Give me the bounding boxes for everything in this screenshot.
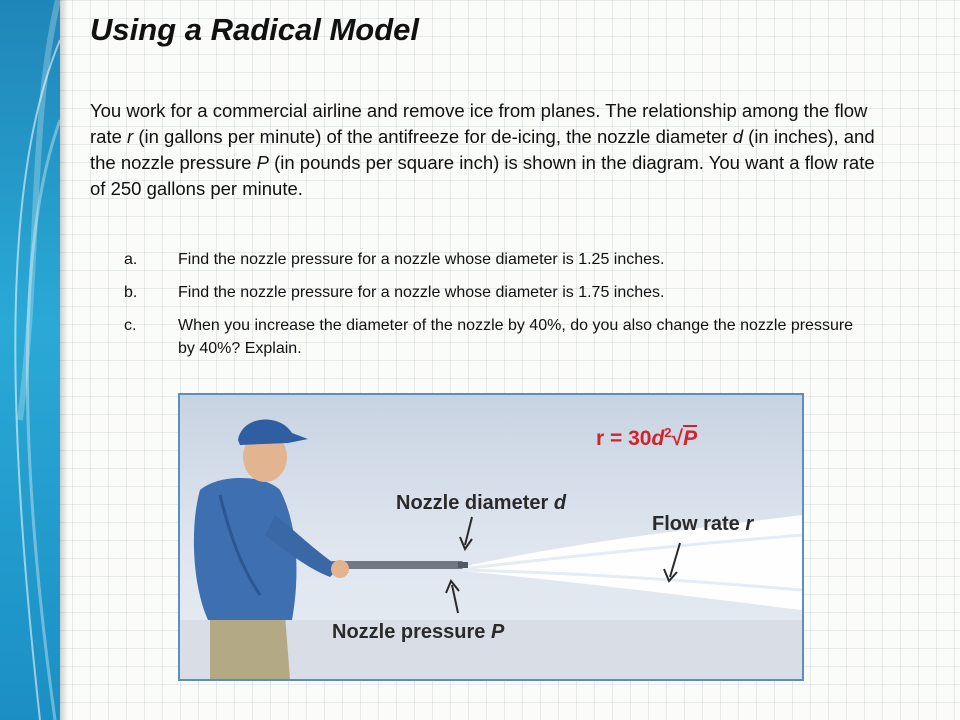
intro-paragraph [90,98,880,202]
nozzle-pressure-label [332,621,504,644]
square-root-icon: √ [671,427,684,450]
band-swoosh-decoration [0,0,60,720]
slide-title: Using a Radical Model [90,12,420,47]
diameter-label-text: Nozzle diameter [396,492,554,514]
deicing-diagram [178,393,804,681]
intro-var-d: d [732,126,744,147]
intro-text-1: You work for a commercial airline and remove ice from planes. The relationship among the flow rate [90,100,868,147]
question-text: Find the nozzle pressure for a nozzle whose diameter is 1.25 inches. [178,251,665,268]
flow-label-var: r [745,513,754,535]
nozzle-diameter-label [396,492,566,515]
left-decorative-band [0,0,60,720]
question-item-a [124,248,864,271]
band-shadow [60,0,68,720]
formula-var-d: d [651,427,665,450]
flow-label-text: Flow rate [652,513,746,535]
intro-var-r: r [127,126,134,147]
flow-rate-formula [596,425,697,451]
formula-lhs: r = 30 [596,427,652,450]
flow-rate-label [652,513,753,536]
intro-var-P: P [256,152,269,173]
pressure-label-var: P [490,621,505,643]
question-list [124,248,864,370]
diameter-label-var: d [553,492,567,514]
formula-exponent: 2 [664,425,672,440]
formula-var-P: P [683,427,698,450]
question-text: When you increase the diameter of the nozzle by 40%, do you also change the nozzle pressure by 40%? Explain. [178,317,854,357]
intro-text-4: (in pounds per square inch) is shown in the diagram. You want a flow rate of 250 gallons per minute. [90,152,875,199]
intro-text-3: (in inches), and the nozzle pressure [90,126,875,173]
question-marker: a. [124,251,138,268]
question-item-b [124,281,864,304]
question-marker: b. [124,284,138,301]
question-text: Find the nozzle pressure for a nozzle whose diameter is 1.75 inches. [178,284,665,301]
question-item-c [124,314,864,360]
question-marker: c. [124,317,137,334]
pressure-label-text: Nozzle pressure [332,621,491,643]
intro-text-2: (in gallons per minute) of the antifreeze for de-icing, the nozzle diameter [133,126,733,147]
